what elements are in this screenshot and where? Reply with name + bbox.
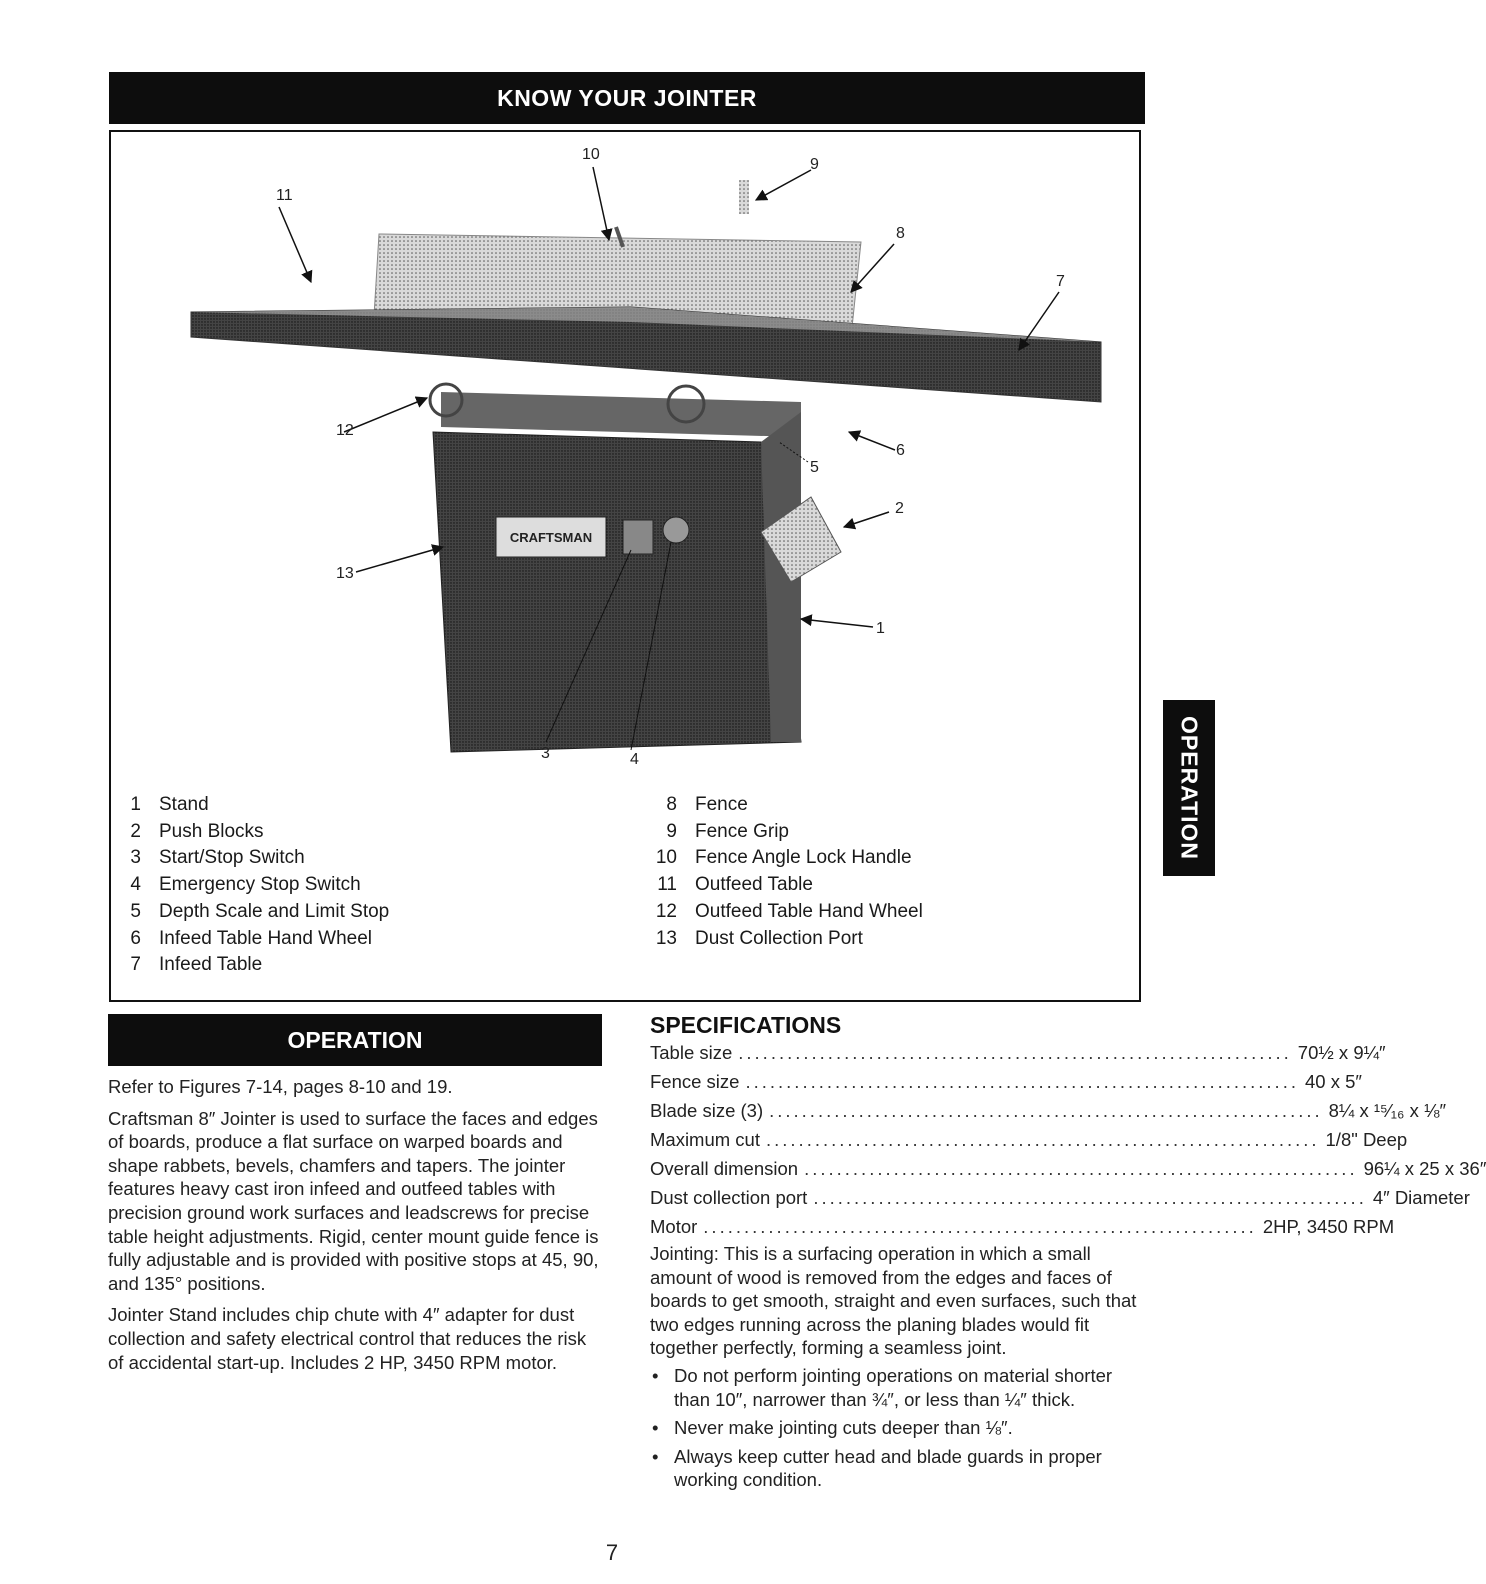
side-tab-label: OPERATION xyxy=(1176,715,1203,861)
part-item: 9 Fence Grip xyxy=(666,820,789,842)
jointing-paragraph: Jointing: This is a surfacing operation in which a small amount of wood is removed from the edges and faces of boards to get smooth, straight and even surfaces, such that two edges running across the planing blades would fit together perfectly, forming a seamless joint. xyxy=(650,1243,1137,1359)
callout-7: 7 xyxy=(1056,273,1065,290)
jointing-bullets xyxy=(650,1364,1138,1492)
page-title: KNOW YOUR JOINTER xyxy=(109,72,1145,124)
jointer-figure xyxy=(109,130,1141,1002)
part-item: 7 Infeed Table xyxy=(130,954,263,976)
spec-row: Overall dimension .................................................................... 96¼ x 25 x 36″ xyxy=(650,1158,1486,1179)
spec-row: Blade size (3) .................................................................... 8¼ x ¹⁵⁄₁₆ x ⅛″ xyxy=(650,1100,1447,1121)
callout-6: 6 xyxy=(896,442,905,459)
part-item: 12 Outfeed Table Hand Wheel xyxy=(655,900,923,922)
spec-row: Maximum cut .................................................................... 1/8" Deep xyxy=(650,1129,1408,1150)
operation-heading: OPERATION xyxy=(108,1014,602,1066)
operation-paragraph: Craftsman 8″ Jointer is used to surface the faces and edges of boards, produce a flat surface on warped boards and shape rabbets, bevels, chamfers and tapers. The jointer features heavy cast iron infeed and outfeed tables with precision ground work surfaces and leadscrews for precise table height adjustments. Rigid, center mount guide fence is fully adjustable and is provided with positive stops at 45, 90, and 135° positions. xyxy=(108,1107,599,1294)
part-item: 2 Push Blocks xyxy=(130,820,264,842)
callout-3: 3 xyxy=(541,745,550,762)
operation-paragraph: Jointer Stand includes chip chute with 4″ adapter for dust collection and safety electrical control that reduces the risk of accidental start-up. Includes 2 HP, 3450 RPM motor. xyxy=(108,1304,587,1373)
callout-12: 12 xyxy=(336,422,354,439)
callout-13: 13 xyxy=(336,565,354,582)
callout-2: 2 xyxy=(895,500,904,517)
part-item: 1 Stand xyxy=(130,794,209,815)
specifications-list xyxy=(650,1042,1486,1245)
part-item: 13 Dust Collection Port xyxy=(655,927,863,949)
part-item: 11 Outfeed Table xyxy=(657,874,813,896)
jointing-section xyxy=(650,1242,1138,1497)
part-item: 4 Emergency Stop Switch xyxy=(130,874,361,896)
callout-10: 10 xyxy=(582,146,600,163)
bullet-item: • Never make jointing cuts deeper than ⅛″. xyxy=(650,1416,1138,1440)
section-side-tab xyxy=(1163,700,1215,876)
part-item: 8 Fence xyxy=(666,794,748,815)
callout-1: 1 xyxy=(876,620,885,637)
callout-9: 9 xyxy=(810,156,819,173)
bullet-item: • Do not perform jointing operations on material shorter than 10″, narrower than ¾″, or less than ¼″ thick. xyxy=(650,1364,1138,1411)
parts-list-left xyxy=(111,792,389,979)
operation-text xyxy=(108,1075,602,1382)
spec-row: Fence size .................................................................... 40 x 5″ xyxy=(650,1071,1362,1092)
callout-5: 5 xyxy=(810,459,819,476)
page-number: 7 xyxy=(605,1540,619,1565)
callout-11: 11 xyxy=(276,187,293,204)
operation-paragraph: Refer to Figures 7-14, pages 8-10 and 19. xyxy=(108,1076,453,1097)
callout-4: 4 xyxy=(630,751,639,768)
part-item: 10 Fence Angle Lock Handle xyxy=(655,847,912,869)
brand-plate-text: CRAFTSMAN xyxy=(509,530,593,545)
parts-list-right xyxy=(635,792,923,952)
part-item: 3 Start/Stop Switch xyxy=(130,847,305,869)
callout-8: 8 xyxy=(896,225,905,242)
jointer-illustration xyxy=(111,132,1139,792)
spec-row: Motor .................................................................... 2HP, 3450 RPM xyxy=(650,1216,1395,1237)
spec-row: Table size .................................................................... 70½ x 9¼″ xyxy=(650,1042,1386,1063)
part-item: 5 Depth Scale and Limit Stop xyxy=(130,900,390,922)
part-item: 6 Infeed Table Hand Wheel xyxy=(130,927,373,949)
bullet-item: • Always keep cutter head and blade guards in proper working condition. xyxy=(650,1445,1138,1492)
specifications-heading: SPECIFICATIONS xyxy=(650,1012,842,1038)
spec-row: Dust collection port .................................................................... 4″ Diameter xyxy=(650,1187,1470,1208)
